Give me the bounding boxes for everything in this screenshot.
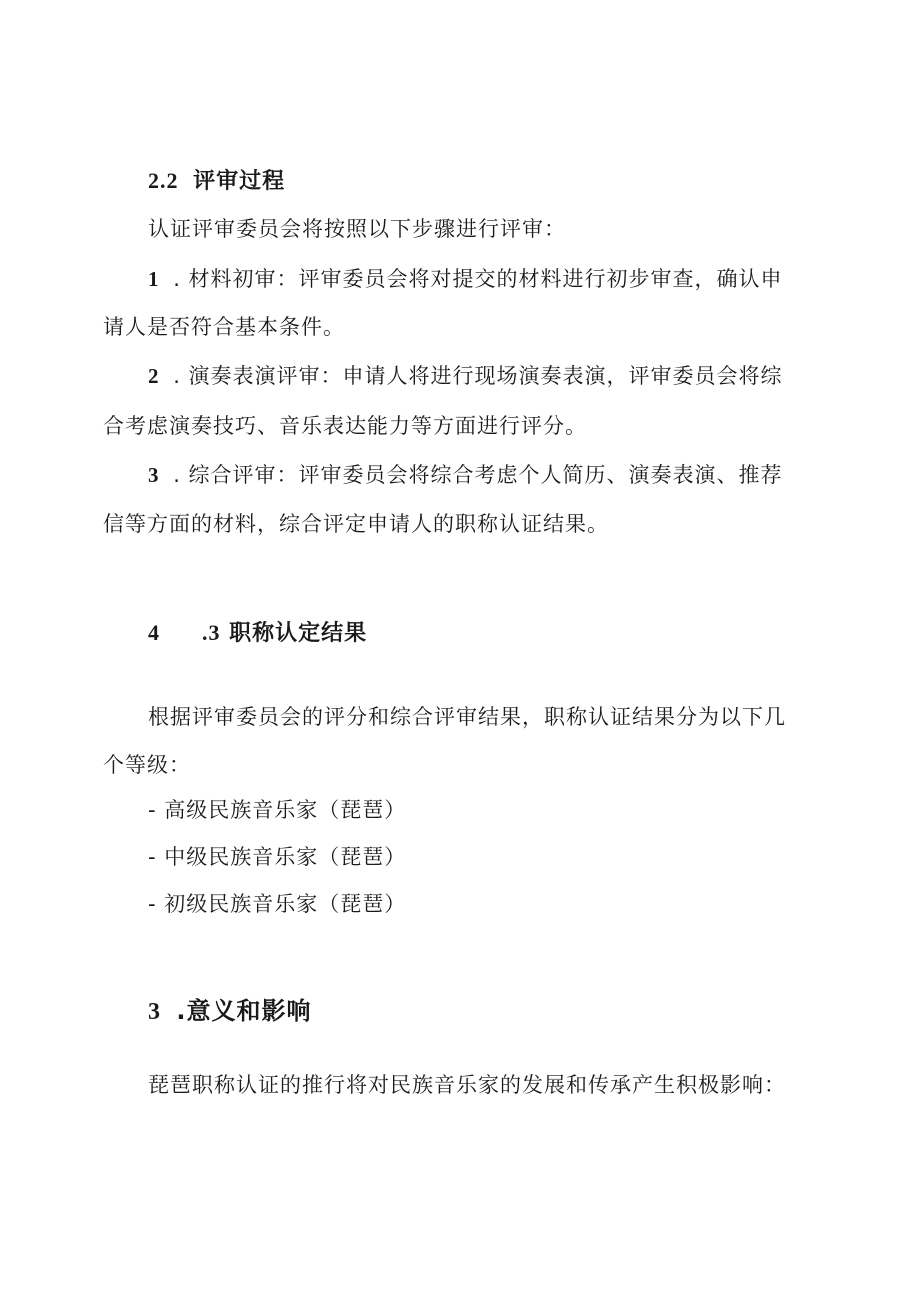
step-2-number: 2 <box>148 364 160 388</box>
section-3-intro: 琵琶职称认证的推行将对民族音乐家的发展和传承产生积极影响： <box>148 1073 786 1097</box>
section-3-heading <box>148 996 311 1027</box>
step-3-text: . 综合评审：评审委员会将综合考虑个人简历、演奏表演、推荐 <box>173 463 783 487</box>
step-1-number: 1 <box>148 267 160 291</box>
section-3-title: .意义和影响 <box>176 997 312 1025</box>
section-3-number: 3 <box>148 999 161 1025</box>
step-3-number: 3 <box>148 463 160 487</box>
section-4-3-heading <box>148 618 367 649</box>
section-4-3-suffix: .3 <box>202 620 221 645</box>
section-4-3-title: 职称认定结果 <box>229 621 368 646</box>
level-item-junior: - 初级民族音乐家（琵琶） <box>148 892 407 916</box>
level-item-senior: - 高级民族音乐家（琵琶） <box>148 798 407 822</box>
step-2-line-1 <box>148 361 783 391</box>
section-2-2-number: 2.2 <box>148 168 179 193</box>
section-2-2-title: 评审过程 <box>193 169 286 194</box>
section-4-3-intro-line-1: 根据评审委员会的评分和综合评审结果，职称认证结果分为以下几 <box>148 705 786 729</box>
step-2-text: . 演奏表演评审：申请人将进行现场演奏表演，评审委员会将综 <box>173 364 783 388</box>
section-2-2-heading <box>148 166 285 197</box>
step-3-line-2: 信等方面的材料，综合评定申请人的职称认证结果。 <box>103 512 609 536</box>
section-4-3-number: 4 <box>148 620 160 645</box>
section-2-2-intro: 认证评审委员会将按照以下步骤进行评审： <box>148 217 566 241</box>
step-1-line-2: 请人是否符合基本条件。 <box>103 315 345 339</box>
step-2-line-2: 合考虑演奏技巧、音乐表达能力等方面进行评分。 <box>103 414 587 438</box>
level-item-intermediate: - 中级民族音乐家（琵琶） <box>148 845 407 869</box>
step-3-line-1 <box>148 460 783 490</box>
section-4-3-intro-line-2: 个等级： <box>103 753 191 777</box>
step-1-text: . 材料初审：评审委员会将对提交的材料进行初步审查，确认申 <box>173 267 783 291</box>
step-1-line-1 <box>148 264 783 294</box>
